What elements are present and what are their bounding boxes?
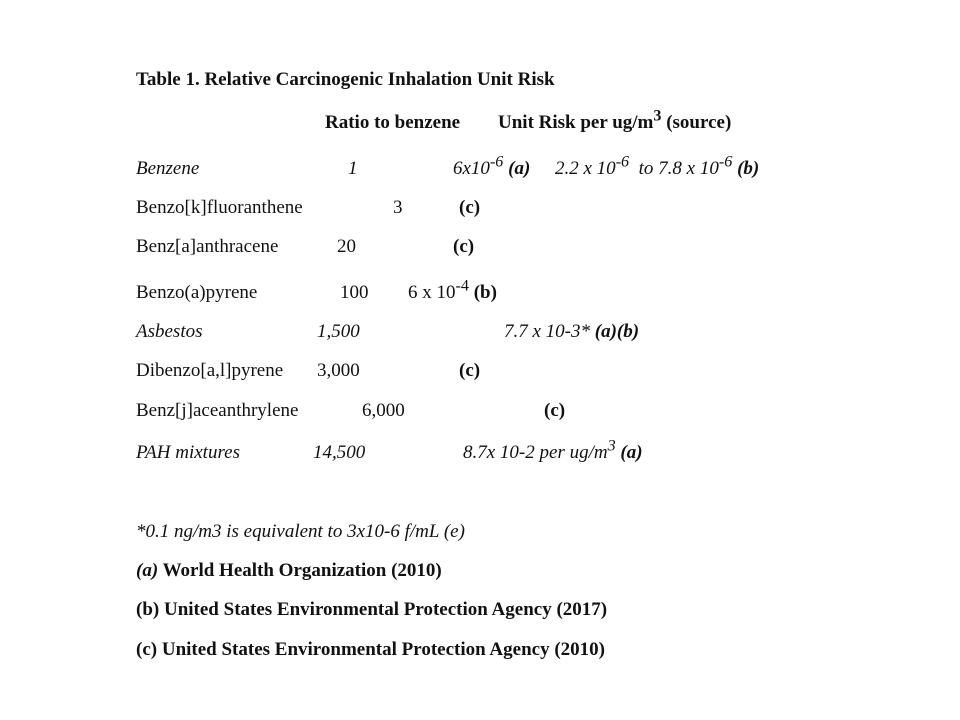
reference-a	[136, 561, 442, 580]
row-name: PAH mixtures	[136, 442, 240, 463]
row-name: Asbestos	[136, 321, 203, 342]
reference-key: (a)	[136, 560, 159, 581]
risk-range-mid: to 7.8 x 10	[629, 158, 719, 179]
row-ratio: 20	[337, 236, 356, 257]
row-ratio: 14,500	[313, 442, 366, 463]
header-unit-risk	[498, 107, 732, 133]
row-name: Benz[j]aceanthrylene	[136, 400, 299, 421]
risk-exponent: -6	[489, 153, 504, 171]
row-source: (c)	[453, 236, 475, 257]
risk-range-source: (b)	[732, 158, 760, 179]
reference-key: (b)	[136, 599, 160, 620]
header-unit-risk-sup: 3	[653, 107, 662, 125]
risk-value: 8.7x 10-2 per ug/m	[463, 442, 608, 463]
reference-text: United States Environmental Protection Agency (2010)	[157, 639, 605, 660]
risk-range-exponent: -6	[615, 153, 630, 171]
risk-source: (a)(b)	[590, 321, 640, 342]
row-risk	[463, 437, 643, 463]
row-ratio: 6,000	[362, 400, 405, 421]
header-unit-risk-suffix: (source)	[661, 112, 732, 133]
reference-text: United States Environmental Protection Agency (2017)	[159, 599, 608, 620]
row-ratio: 1,500	[317, 321, 360, 342]
row-source: (c)	[459, 197, 481, 218]
row-risk-range	[555, 153, 760, 179]
risk-value: 7.7 x 10-3*	[504, 321, 591, 342]
row-name: Benz[a]anthracene	[136, 236, 279, 257]
footnote: *0.1 ng/m3 is equivalent to 3x10-6 f/mL (e)	[136, 521, 465, 542]
header-unit-risk-text: Unit Risk per ug/m	[498, 112, 654, 133]
row-source: (c)	[459, 360, 481, 381]
row-ratio: 3	[393, 197, 403, 218]
table-title: Table 1. Relative Carcinogenic Inhalation Unit Risk	[136, 69, 555, 90]
risk-base: 6x10	[453, 158, 490, 179]
risk-source: (a)	[503, 158, 531, 179]
risk-range-exponent-2: -6	[718, 153, 733, 171]
row-risk	[504, 322, 639, 341]
risk-exponent: -4	[455, 277, 469, 295]
row-ratio: 3,000	[317, 360, 360, 381]
row-risk	[453, 153, 531, 179]
row-name: Benzo[k]fluoranthene	[136, 197, 303, 218]
risk-sup: 3	[607, 437, 616, 455]
risk-source: (a)	[615, 442, 643, 463]
row-name: Benzene	[136, 158, 200, 179]
reference-b	[136, 600, 607, 619]
row-name: Benzo(a)pyrene	[136, 282, 258, 303]
risk-base: 6 x 10	[408, 282, 456, 303]
reference-text: World Health Organization (2010)	[158, 560, 442, 581]
row-name: Dibenzo[a,l]pyrene	[136, 360, 284, 381]
risk-range-base: 2.2 x 10	[555, 158, 616, 179]
row-risk	[408, 277, 497, 303]
row-ratio: 100	[340, 282, 369, 303]
header-ratio: Ratio to benzene	[325, 112, 461, 133]
reference-c	[136, 640, 605, 659]
risk-source: (b)	[468, 282, 497, 303]
row-source: (c)	[544, 400, 566, 421]
row-ratio: 1	[348, 158, 358, 179]
reference-key: (c)	[136, 639, 158, 660]
